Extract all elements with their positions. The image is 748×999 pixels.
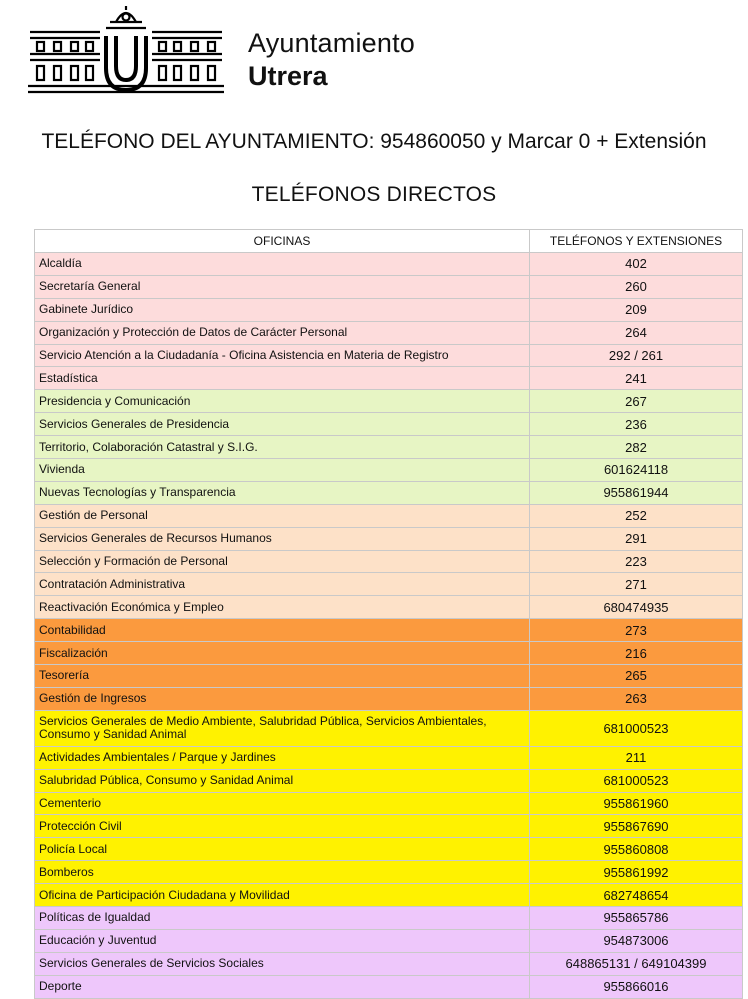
table-row — [35, 710, 743, 746]
phone-extension-cell: 682748654 — [530, 884, 743, 907]
town-hall-logo-icon — [28, 6, 224, 96]
header — [28, 6, 448, 98]
phone-extension-cell: 954873006 — [530, 929, 743, 952]
phone-extension-cell: 263 — [530, 687, 743, 710]
phone-extension-cell: 216 — [530, 642, 743, 665]
phone-extension-cell: 955865786 — [530, 907, 743, 930]
office-name-cell: Selección y Formación de Personal — [35, 550, 530, 573]
phone-extension-cell: 402 — [530, 253, 743, 276]
office-name-cell: Bomberos — [35, 861, 530, 884]
table-row — [35, 687, 743, 710]
phone-extension-cell: 601624118 — [530, 459, 743, 482]
table-row — [35, 504, 743, 527]
column-header-offices: OFICINAS — [35, 230, 530, 253]
phone-extension-cell: 241 — [530, 367, 743, 390]
table-row — [35, 390, 743, 413]
office-name-cell: Gestión de Personal — [35, 504, 530, 527]
office-name-cell: Contratación Administrativa — [35, 573, 530, 596]
table-row — [35, 596, 743, 619]
phone-extension-cell: 292 / 261 — [530, 344, 743, 367]
table-row — [35, 459, 743, 482]
phone-extension-cell: 209 — [530, 298, 743, 321]
table-body — [35, 253, 743, 999]
table-row — [35, 619, 743, 642]
office-name-cell: Políticas de Igualdad — [35, 907, 530, 930]
table-row — [35, 481, 743, 504]
phone-extension-cell: 955866016 — [530, 975, 743, 998]
office-name-cell: Tesorería — [35, 665, 530, 688]
table-row — [35, 975, 743, 998]
table-row — [35, 929, 743, 952]
table-row — [35, 642, 743, 665]
phone-extension-cell: 223 — [530, 550, 743, 573]
table-row — [35, 769, 743, 792]
office-name-cell: Servicios Generales de Servicios Sociales — [35, 952, 530, 975]
table-row — [35, 321, 743, 344]
table-row — [35, 275, 743, 298]
office-name-cell: Servicios Generales de Recursos Humanos — [35, 527, 530, 550]
table-row — [35, 344, 743, 367]
office-name-cell: Salubridad Pública, Consumo y Sanidad Animal — [35, 769, 530, 792]
phone-extension-cell: 955861992 — [530, 861, 743, 884]
phone-extension-cell: 271 — [530, 573, 743, 596]
phone-extension-cell: 265 — [530, 665, 743, 688]
phone-extension-cell: 648865131 / 649104399 — [530, 952, 743, 975]
table-row — [35, 253, 743, 276]
office-name-cell: Servicios Generales de Presidencia — [35, 413, 530, 436]
office-name-cell: Oficina de Participación Ciudadana y Movilidad — [35, 884, 530, 907]
office-name-cell: Servicio Atención a la Ciudadanía - Oficina Asistencia en Materia de Registro — [35, 344, 530, 367]
phone-extension-cell: 282 — [530, 436, 743, 459]
table-row — [35, 298, 743, 321]
office-name-cell: Gabinete Jurídico — [35, 298, 530, 321]
phone-extension-cell: 252 — [530, 504, 743, 527]
table-row — [35, 413, 743, 436]
table-row — [35, 792, 743, 815]
brand-name-line1: Ayuntamiento — [248, 28, 416, 58]
table-header-row — [35, 230, 743, 253]
phone-extension-cell: 267 — [530, 390, 743, 413]
phone-directory-table — [34, 229, 743, 999]
phone-extension-cell: 264 — [530, 321, 743, 344]
brand-name-line2: Utrera — [248, 61, 328, 91]
phone-extension-cell: 955860808 — [530, 838, 743, 861]
office-name-cell: Servicios Generales de Medio Ambiente, Salubridad Pública, Servicios Ambientales, Consumo y Sanidad Animal — [35, 710, 530, 746]
phone-extension-cell: 955861944 — [530, 481, 743, 504]
office-name-cell: Policía Local — [35, 838, 530, 861]
table-row — [35, 436, 743, 459]
table-row — [35, 861, 743, 884]
phone-extension-cell: 680474935 — [530, 596, 743, 619]
table-row — [35, 573, 743, 596]
office-name-cell: Gestión de Ingresos — [35, 687, 530, 710]
office-name-cell: Deporte — [35, 975, 530, 998]
phone-extension-cell: 236 — [530, 413, 743, 436]
office-name-cell: Alcaldía — [35, 253, 530, 276]
office-name-cell: Cementerio — [35, 792, 530, 815]
office-name-cell: Territorio, Colaboración Catastral y S.I.G. — [35, 436, 530, 459]
table-row — [35, 838, 743, 861]
office-name-cell: Secretaría General — [35, 275, 530, 298]
office-name-cell: Estadística — [35, 367, 530, 390]
phone-extension-cell: 260 — [530, 275, 743, 298]
table-row — [35, 952, 743, 975]
phone-extension-cell: 273 — [530, 619, 743, 642]
office-name-cell: Fiscalización — [35, 642, 530, 665]
main-phone-heading: TELÉFONO DEL AYUNTAMIENTO: 954860050 y Marcar 0 + Extensión — [41, 130, 707, 153]
column-header-phones: TELÉFONOS Y EXTENSIONES — [530, 230, 743, 253]
phone-extension-cell: 955861960 — [530, 792, 743, 815]
office-name-cell: Actividades Ambientales / Parque y Jardines — [35, 746, 530, 769]
table-row — [35, 665, 743, 688]
office-name-cell: Reactivación Económica y Empleo — [35, 596, 530, 619]
page-subtitle: TELÉFONOS DIRECTOS — [251, 183, 497, 206]
office-name-cell: Presidencia y Comunicación — [35, 390, 530, 413]
office-name-cell: Vivienda — [35, 459, 530, 482]
office-name-cell: Nuevas Tecnologías y Transparencia — [35, 481, 530, 504]
office-name-cell: Organización y Protección de Datos de Carácter Personal — [35, 321, 530, 344]
phone-extension-cell: 291 — [530, 527, 743, 550]
office-name-cell: Educación y Juventud — [35, 929, 530, 952]
table-row — [35, 907, 743, 930]
table-row — [35, 367, 743, 390]
office-name-cell: Protección Civil — [35, 815, 530, 838]
table-row — [35, 550, 743, 573]
table-row — [35, 746, 743, 769]
table-row — [35, 527, 743, 550]
office-name-cell: Contabilidad — [35, 619, 530, 642]
phone-extension-cell: 681000523 — [530, 710, 743, 746]
table-row — [35, 815, 743, 838]
phone-extension-cell: 681000523 — [530, 769, 743, 792]
phone-extension-cell: 211 — [530, 746, 743, 769]
phone-extension-cell: 955867690 — [530, 815, 743, 838]
table-row — [35, 884, 743, 907]
